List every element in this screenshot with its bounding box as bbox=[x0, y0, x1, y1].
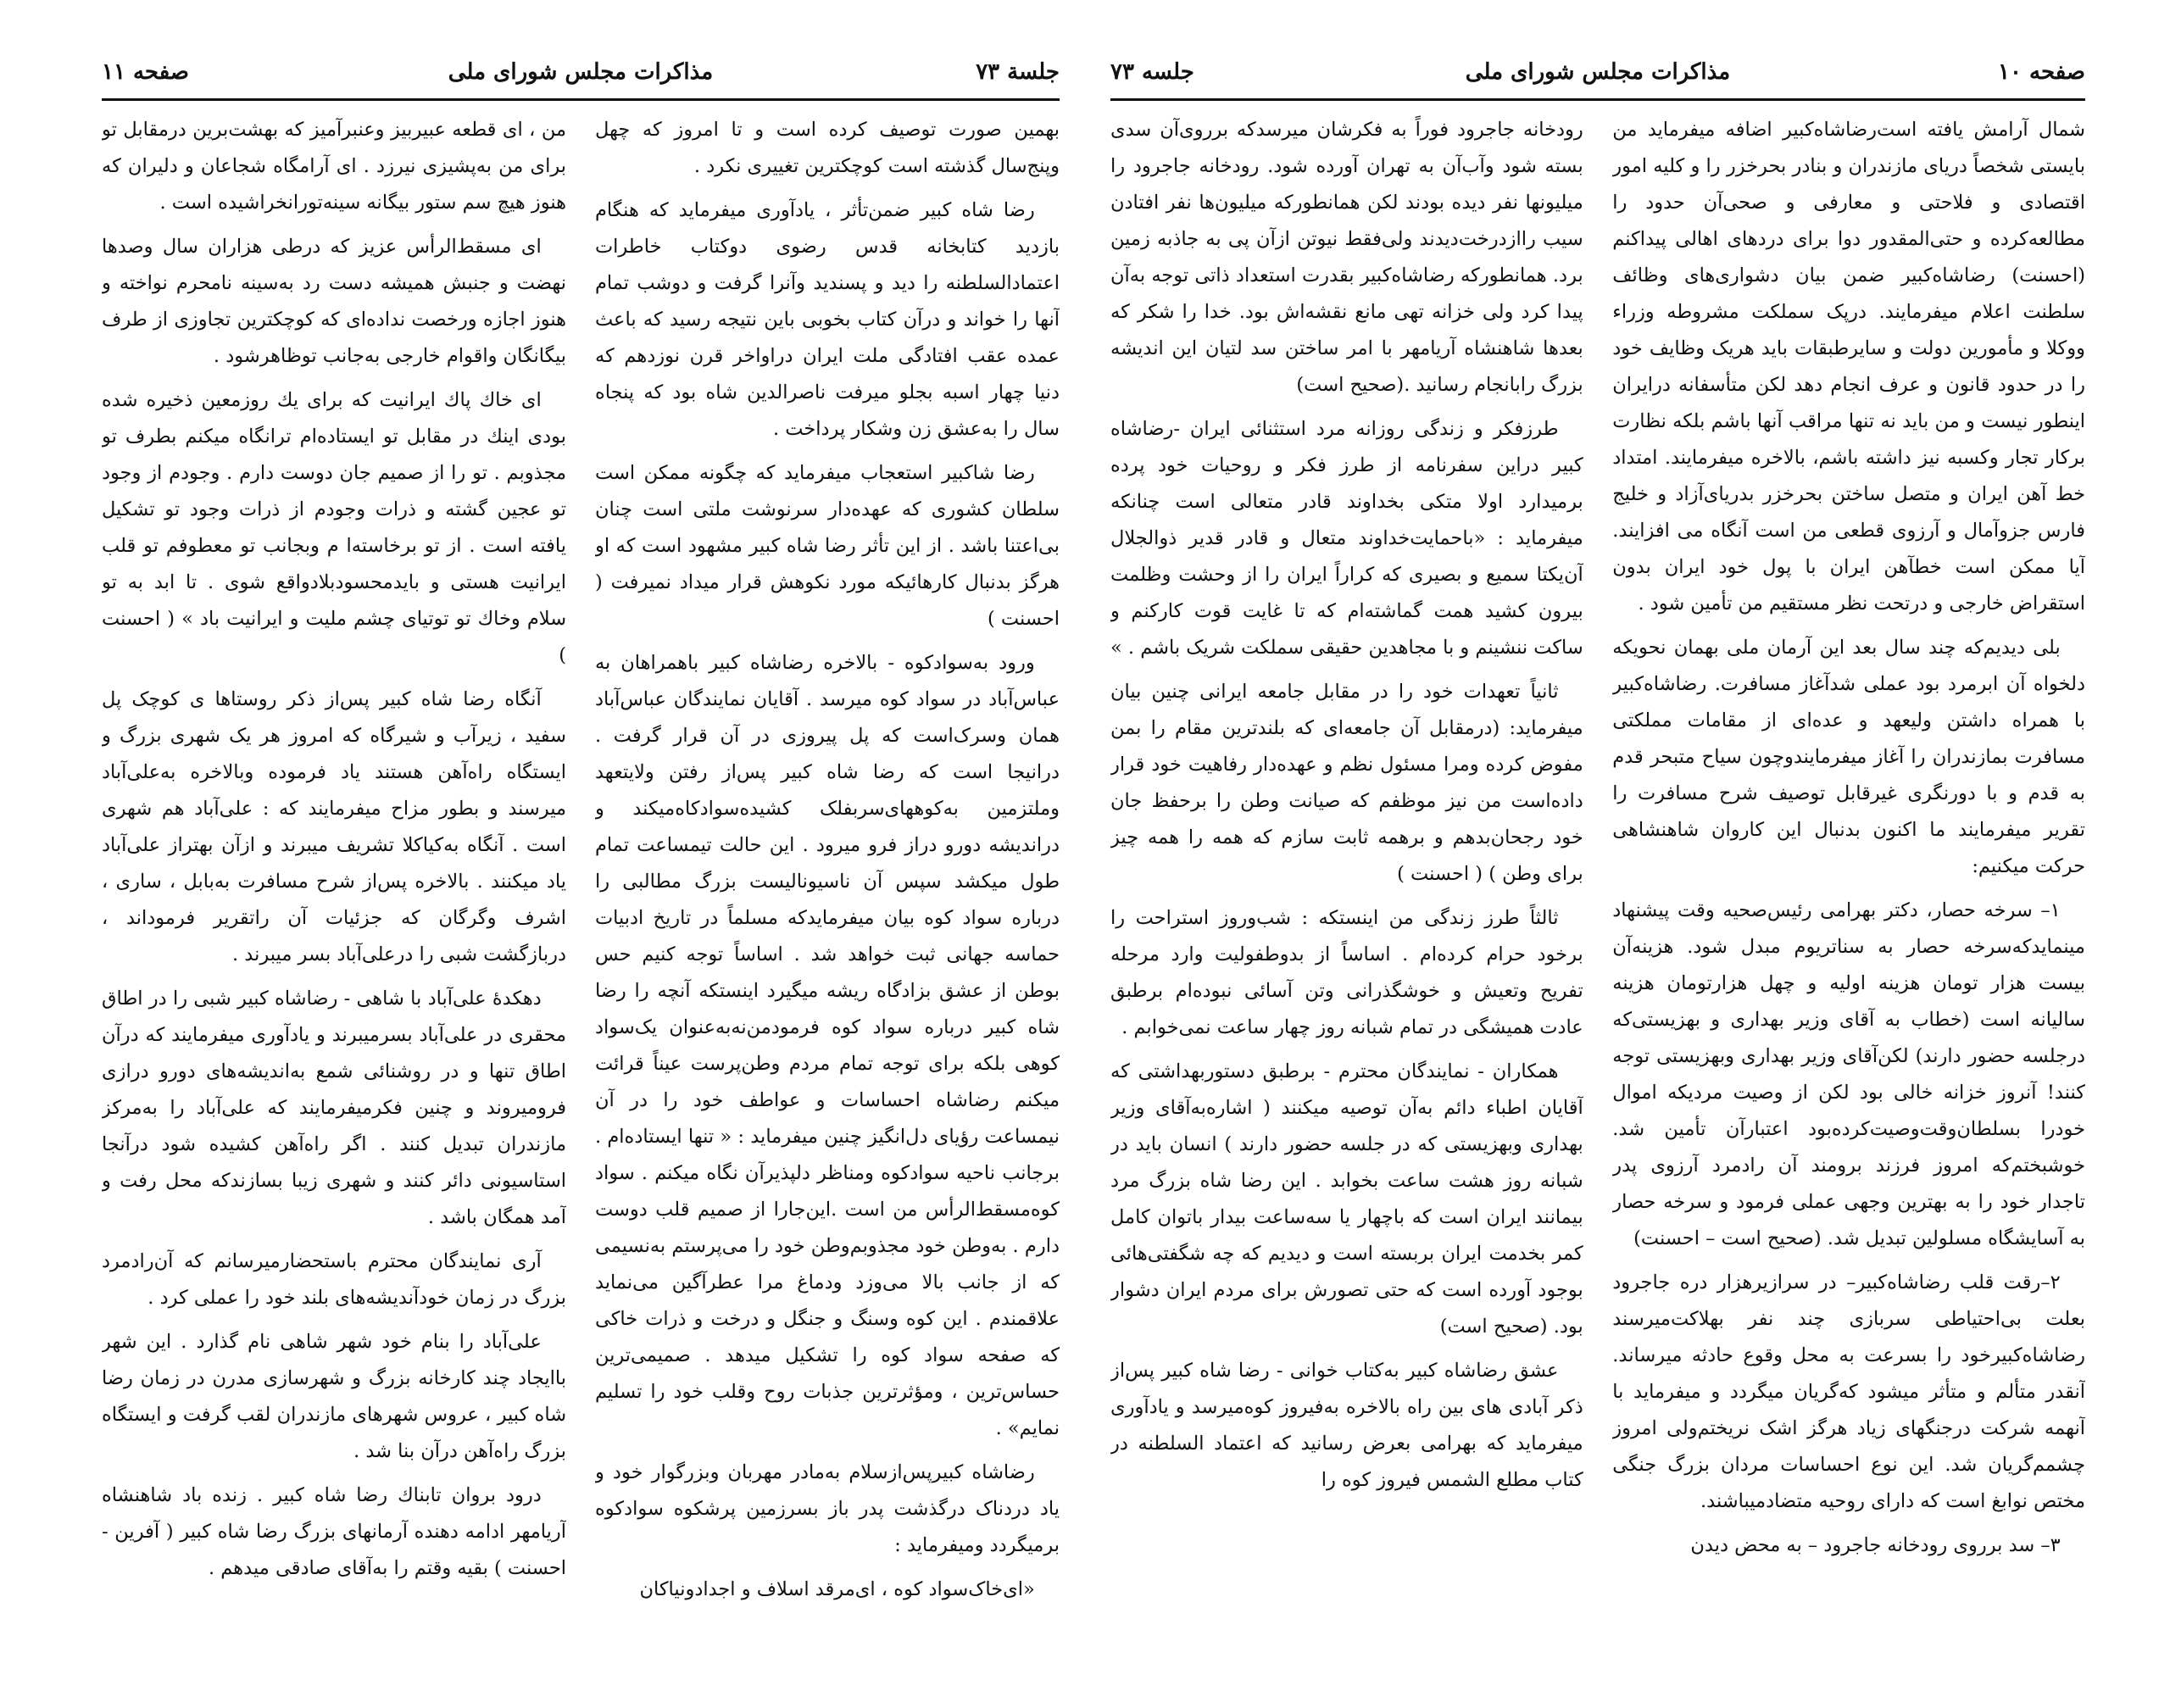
paragraph: ۲–رقت قلب رضاشاه‌کبیر– در سرازیرهزار دره جاجرود بعلت بی‌احتیاطی سربازی چند نفر بهلاکت‌میرسند رضاشاه‌کبیرخود را بسرعت به محل وقوع حادثه میرساند. آنقدر متألم و متأثر میشود که‌گریان میگردد و میفرماید با آنهمه شرکت درجنگهای زیاد هرگز اشک نریختم‌ولی امروز چشمم‌گریان شد. این نوع احساسات مردان بزرگ جنگی مختص نوابغ است که دارای روحیه متضادمیباشند. bbox=[1612, 1271, 2085, 1512]
session-number: جلسة ۷۳ bbox=[976, 59, 1060, 85]
session-number: جلسه ۷۳ bbox=[1110, 59, 1194, 85]
text-column-left bbox=[1110, 112, 1583, 1678]
paragraph: بلی دیدیم‌که چند سال بعد این آرمان ملی بهمان نحویکه دلخواه آن ابرمرد بود عملی شدآغاز مسافرت. رضاشاه‌کبیر با همراه داشتن ولیعهد و عده‌ای از مقامات مملکتی مسافرت بمازندران را آغاز میفرمایندوچون سیاح متبحر قدم به قدم و با دورنگری غیرقابل توصیف شرح مسافرت را تقریر میفرمایند ما اکنون بدنبال این کاروان شاهنشاهی حرکت میکنیم: bbox=[1612, 637, 2085, 877]
paragraph: آری نمایندگان محترم باستحضارمیرسانم که آن‌رادمرد بزرگ در زمان خودآندیشه‌های بلند خود را عملی کرد . bbox=[102, 1250, 567, 1309]
paragraph: ثانیاً تعهدات خود را در مقابل جامعه ایرانی چنین بیان میفرماید: (درمقابل آن جامعه‌ای که بلندترین مقام را بمن مفوض کرده ومرا مسئول نظم و عهده‌دار رفاهیت خود قرار داده‌است من نیز موظفم که صیانت وطن را برحفظ جان خود رجحان‌بدهم و برهمه ثابت سازم که همه را همه چیز برای وطن ) ( احسنت ) bbox=[1110, 681, 1583, 885]
paragraph: رضا شاه کبیر ضمن‌تأثر ، یادآوری میفرماید که هنگام بازدید کتابخانه قدس رضوی دوکتاب خاطرات اعتمادالسلطنه را دید و پسندید وآنرا گرفت و دوشب تمام آنها را خواند و درآن کتاب بخوبی باین نتیجه رسید که باعث عمده عقب افتادگی ملت ایران دراواخر قرن نوزدهم که دنیا چهار اسبه بجلو میرفت ناصرالدین شاه بود که پنجاه سال را به‌عشق زن وشکار پرداخت . bbox=[594, 199, 1060, 440]
journal-title: مذاکرات مجلس شورای ملی bbox=[448, 59, 714, 85]
text-column-right bbox=[1612, 112, 2085, 1678]
text-column-left bbox=[102, 112, 566, 1678]
text-column-right bbox=[595, 112, 1060, 1678]
paragraph: شمال آرامش یافته است‌رضاشاه‌کبیر اضافه میفرماید من بایستی شخصاً دریای مازندران و بنادر بحرخزر را و کلیه امور اقتصادی و فلاحتی و معارفی و صحی‌آن حدود را مطالعه‌کرده و حتی‌المقدور دوا برای دردهای اهالی پیداکنم (احسنت) رضاشاه‌کبیر ضمن بیان دشواری‌های وظائف سلطنت اعلام میفرمایند. درپک سملکت مشروطه وزراء ووکلا و مأمورین دولت و سایرطبقات باید هریک وظایف خود را در حدود قانون و عرف انجام دهد لکن متأسفانه درایران اینطور نیست و من باید نه تنها مراقب آنها باشم بلکه نظارت برکار تجار وکسبه نیز داشته باشم، بالاخره میفرمایند. امتداد خط آهن ایران و متصل ساختن بحرخزر بدریای‌آزاد و خلیج فارس جزوآمال و آرزوی قطعی من است آنگاه می افزایند. آیا ممکن است خطآهن ایران با پول خود ایران بدون استقراض خارجی و درتحت نظر مستقیم من تأمین شود . bbox=[1612, 119, 2085, 615]
paragraph: دهکدهٔ علی‌آباد با شاهی - رضاشاه کبیر شبی را در اطاق محقری در علی‌آباد بسرمیبرند و یادآوری میفرمایند که درآن اطاق تنها و در روشنائی شمع به‌اندیشه‌های دورو درازی فرومیروند و چنین فکرمیفرمایند که علی‌آباد را به‌مرکز مازندران تبدیل کنند . اگر راه‌آهن کشیده شود درآنجا استاسیونی دائر کنند و شهری زیبا بسازندکه محل رفت و آمد همگان باشد . bbox=[102, 988, 567, 1228]
running-header bbox=[1110, 51, 2085, 101]
paragraph: ای مسقط‌الرأس عزیز که درطی هزاران سال وصدها نهضت و جنبش همیشه دست رد به‌سینه نامحرم نواخته و هنوز اجازه ورخصت نداده‌ای که کوچکترین تجاوزی از طرف بیگانگان واقوام خارجی به‌جانب توظاهرشود . bbox=[102, 236, 567, 367]
paragraph: «ای‌خاک‌سواد کوه ، ای‌مرقد اسلاف و اجدادونیاکان bbox=[639, 1578, 1035, 1600]
paragraph: ورود به‌سوادکوه - بالاخره رضاشاه کبیر باهمراهان به عباس‌آباد در سواد کوه میرسد . آقایان نمایندگان عباس‌آباد همان وسرک‌است که پل پیروزی در آن قرار گرفت . درانیجا است که رضا شاه کبیر پس‌از رفتن ولایتعهد وملتزمین به‌کوههای‌سربفلک کشیده‌سوادکاه‌میکند و دراندیشه دورو دراز فرو میرود . این حالت تیمساعت تمام طول میکشد سپس آن ناسیونالیست بزرگ مطالبی را درباره سواد کوه بیان میفرمایدکه مسلماً در تاریخ ادبیات حماسه جهانی ثبت خواهد شد . اساساً توجه کنیم حس بوطن از عشق بزادگاه ریشه میگیرد اینستکه آنچه را رضا شاه کبیر درباره سواد کوه فرمودمن‌نه‌به‌عنوان یک‌سواد کوهی بلکه برای توجه تمام مردم وطن‌پرست عیناً قرائت میکنم رضاشاه احساسات و عواطف خود را در آن نیمساعت رؤیای دل‌انگیز چنین میفرماید : « تنها ایستاده‌ام . برجانب ناحیه سوادکوه ومناظر دلپذیرآن نگاه میکنم . سواد کوه‌مسقط‌الرأس من است .این‌جارا از صمیم قلب دوست دارم . به‌وطن خود مجذوبم‌وطن خود را می‌پرستم به‌نسیمی که از جانب بالا می‌وزد ودماغ مرا عطرآگین می‌نماید علاقمندم . این کوه وسنگ و جنگل و درخت و ذرات خاکی که صفحه سواد کوه را تشکیل میدهد . صمیمی‌ترین حساس‌ترین ، ومؤثرترین جذبات روح وقلب خود را تسلیم نمایم» . bbox=[594, 652, 1060, 1439]
page-11 bbox=[102, 51, 1060, 1678]
paragraph: رضاشاه کبیرپس‌ازسلام به‌مادر مهربان وبزرگوار خود و یاد دردناک درگذشت پدر باز بسرزمین پرشکوه سوادکوه برمیگردد ومیفرماید : bbox=[594, 1461, 1060, 1556]
paragraph: درود بروان تابناك رضا شاه کبیر . زنده باد شاهنشاه آریامهر ادامه دهنده آرمانهای بزرگ رضا شاه کبیر ( آفرین - احسنت ) بقیه وقتم را به‌آقای صادقی میدهم . bbox=[102, 1484, 567, 1579]
page-number: صفحه ۱۱ bbox=[102, 59, 189, 85]
paragraph: بهمین صورت توصیف کرده است و تا امروز که چهل وپنج‌سال گذشته است کوچکترین تغییری نکرد . bbox=[594, 119, 1060, 177]
paragraph: عشق رضاشاه کبیر به‌کتاب خوانی - رضا شاه کبیر پس‌از ذکر آبادی های بین راه بالاخره به‌فیروز کوه‌میرسد و یادآوری میفرماید که بهرامی بعرض رسانید که اعتماد السلطنه در کتاب مطلع الشمس فیروز کوه را bbox=[1110, 1360, 1583, 1491]
paragraph: ای خاك پاك ایرانیت که برای یك روزمعین ذخیره شده بودی اینك در مقابل تو ایستاده‌ام ترانگاه میکنم بطرف تو مجذوبم . تو را از صمیم جان دوست دارم . وجودم از وجود تو عجین گشته و ذرات وجودم از ذرات وجود تو تشکیل یافته است . از تو برخاسته‌ا م وبجانب تو معطوفم تو قلب ایرانیت هستی و باید‌محسودبلادواقع شوی . تا ابد به تو سلام وخاك تو توتیای چشم ملیت و ایرانیت باد » ( احسنت ) bbox=[102, 389, 567, 666]
paragraph: ۳– سد برروی رودخانه جاجرود – به محض دیدن bbox=[1690, 1534, 2061, 1556]
paragraph: ۱– سرخه حصار، دکتر بهرامی رئیس‌صحیه وقت پیشنهاد مینماید‌که‌سرخه حصار به سناتریوم مبدل شود. هزینه‌آن بیست هزار تومان هزینه اولیه و چهل هزارتومان هزینه سالیانه است (خطاب به آقای وزیر بهداری و بهزیستی‌که درجلسه حضور دارند) لکن‌آقای وزیر بهداری وبهزیستی توجه کنند! آنروز خزانه خالی بود لکن از وصیت مردیکه اموال خودرا بسلطان‌وقت‌وصیت‌کرده‌بود اعتبارآن تأمین شد. خوشبختم‌که امروز فرزند برومند آن رادمرد آرزوی پدر تاجدار خود را به بهترین وجهی عملی فرمود و سرخه حصار به آسایشگاه مسلولین تبدیل شد. (صحیح است – احسنت) bbox=[1612, 899, 2085, 1249]
paragraph: علی‌آباد را بنام خود شهر شاهی نام گذارد . این شهر باایجاد چند کارخانه بزرگ و شهرسازی مدرن در زمان رضا شاه کبیر ، عروس شهرهای مازندران لقب گرفت و ایستگاه بزرگ راه‌آهن درآن بنا شد . bbox=[102, 1331, 567, 1462]
journal-title: مذاکرات مجلس شورای ملی bbox=[1465, 59, 1731, 85]
paragraph: آنگاه رضا شاه کبیر پس‌از ذکر روستاها ی کوچک پل سفید ، زیرآب و شیرگاه که امروز هر یک شهری بزرگ و ایستگاه راه‌آهن هستند یاد فرموده وبالاخره به‌علی‌آباد میرسند و بطور مزاح میفرمایند که : علی‌آباد هم شهری است . آنگاه به‌کیاکلا تشریف میبرند و ازآن بهتراز علی‌آباد یاد میکنند . بالاخره پس‌از شرح مسافرت به‌بابل ، ساری ، اشرف وگرگان که جزئیات آن راتقریر فرموداند ، دربازگشت شبی را درعلی‌آباد بسر میبرند . bbox=[102, 688, 567, 965]
paragraph: رضا شاکبیر استعجاب میفرماید که چگونه ممکن است سلطان کشوری که عهده‌دار سرنوشت ملتی است چنان بی‌اعتنا باشد . از این تأثر رضا شاه کبیر مشهود است که او هرگز بدنبال کارهائیکه مورد نکوهش قرار میداد نمیرفت ( احسنت ) bbox=[594, 462, 1060, 630]
paragraph: طرزفکر و زندگی روزانه مرد استثنائی ایران -رضاشاه کبیر دراین سفرنامه از طرز فکر و روحیات خود پرده برمیدارد اولا متکی بخداوند قادر متعالی است چنانکه میفرماید : «باحمایت‌خداوند متعال و قادر قدیر ذوالجلال آن‌یکتا سمیع و بصیری که کراراً ایران را از وحشت وظلمت بیرون کشید همت گماشته‌ام که تا غایت قوت کارکنم و ساکت ننشینم و با مجاهدین حقیقی سملکت شریک باشم . » bbox=[1110, 418, 1583, 659]
page-number: صفحه ۱۰ bbox=[1998, 59, 2085, 85]
page-10 bbox=[1110, 51, 2085, 1678]
paragraph: رودخانه جاجرود فوراً به فکرشان میرسد‌که برروی‌آن سدی بسته شود وآب‌آن به تهران آورده شود. رودخانه جاجرود را میلیونها نفر دیده بودند لکن همانطورکه میلیون‌ها نفر افتادن سیب رااز‌درخت‌دیدند ولی‌فقط نیوتن ازآن پی به جاذبه زمین برد. همانطورکه رضاشاه‌کبیر بقدرت استعداد ذاتی توجه به‌آن پیدا کرد ولی خزانه تهی مانع نقشه‌اش بود. خدا را شکر که بعدها شاهنشاه آریامهر با امر ساختن سد لتیان این اندیشه بزرگ رابانجام رسانید .(صحیح است) bbox=[1110, 119, 1583, 396]
paragraph: ثالثاً طرز زندگی من اینستکه : شب‌وروز استراحت را برخود حرام کرده‌ام . اساساً از بدوطفولیت وارد مرحله تفریح وتعیش و خوشگذرانی وتن آسائی نبوده‌ام برطبق عادت همیشگی در تمام شبانه روز چهار ساعت نمی‌خوابم . bbox=[1110, 907, 1583, 1038]
paragraph: من ، ای قطعه عبیربیز وعنبرآمیز که بهشت‌برین درمقابل تو برای من به‌پشیزی نیرزد . ای آرامگاه شجاعان و دلیران که هنوز هیچ سم ستور بیگانه سینه‌تورانخراشیده است . bbox=[102, 119, 567, 214]
paragraph: همکاران - نمایندگان محترم - برطبق دستوربهداشتی که آقایان اطباء دائم به‌آن توصیه میکنند ( اشاره‌به‌آقای وزیر بهداری وبهزیستی که در جلسه حضور دارند ) انسان باید در شبانه روز هشت ساعت بخوابد . این رضا شاه بزرگ مرد بیمانند ایران است که باچهار یا سه‌ساعت بیدار باتوان کامل کمر بخدمت ایران بربسته است و دیدیم که چه شگفتی‌هائی بوجود آورده است که حتی تصورش برای مردم ایران دشوار بود. (صحیح است) bbox=[1110, 1060, 1583, 1338]
running-header bbox=[102, 51, 1060, 101]
